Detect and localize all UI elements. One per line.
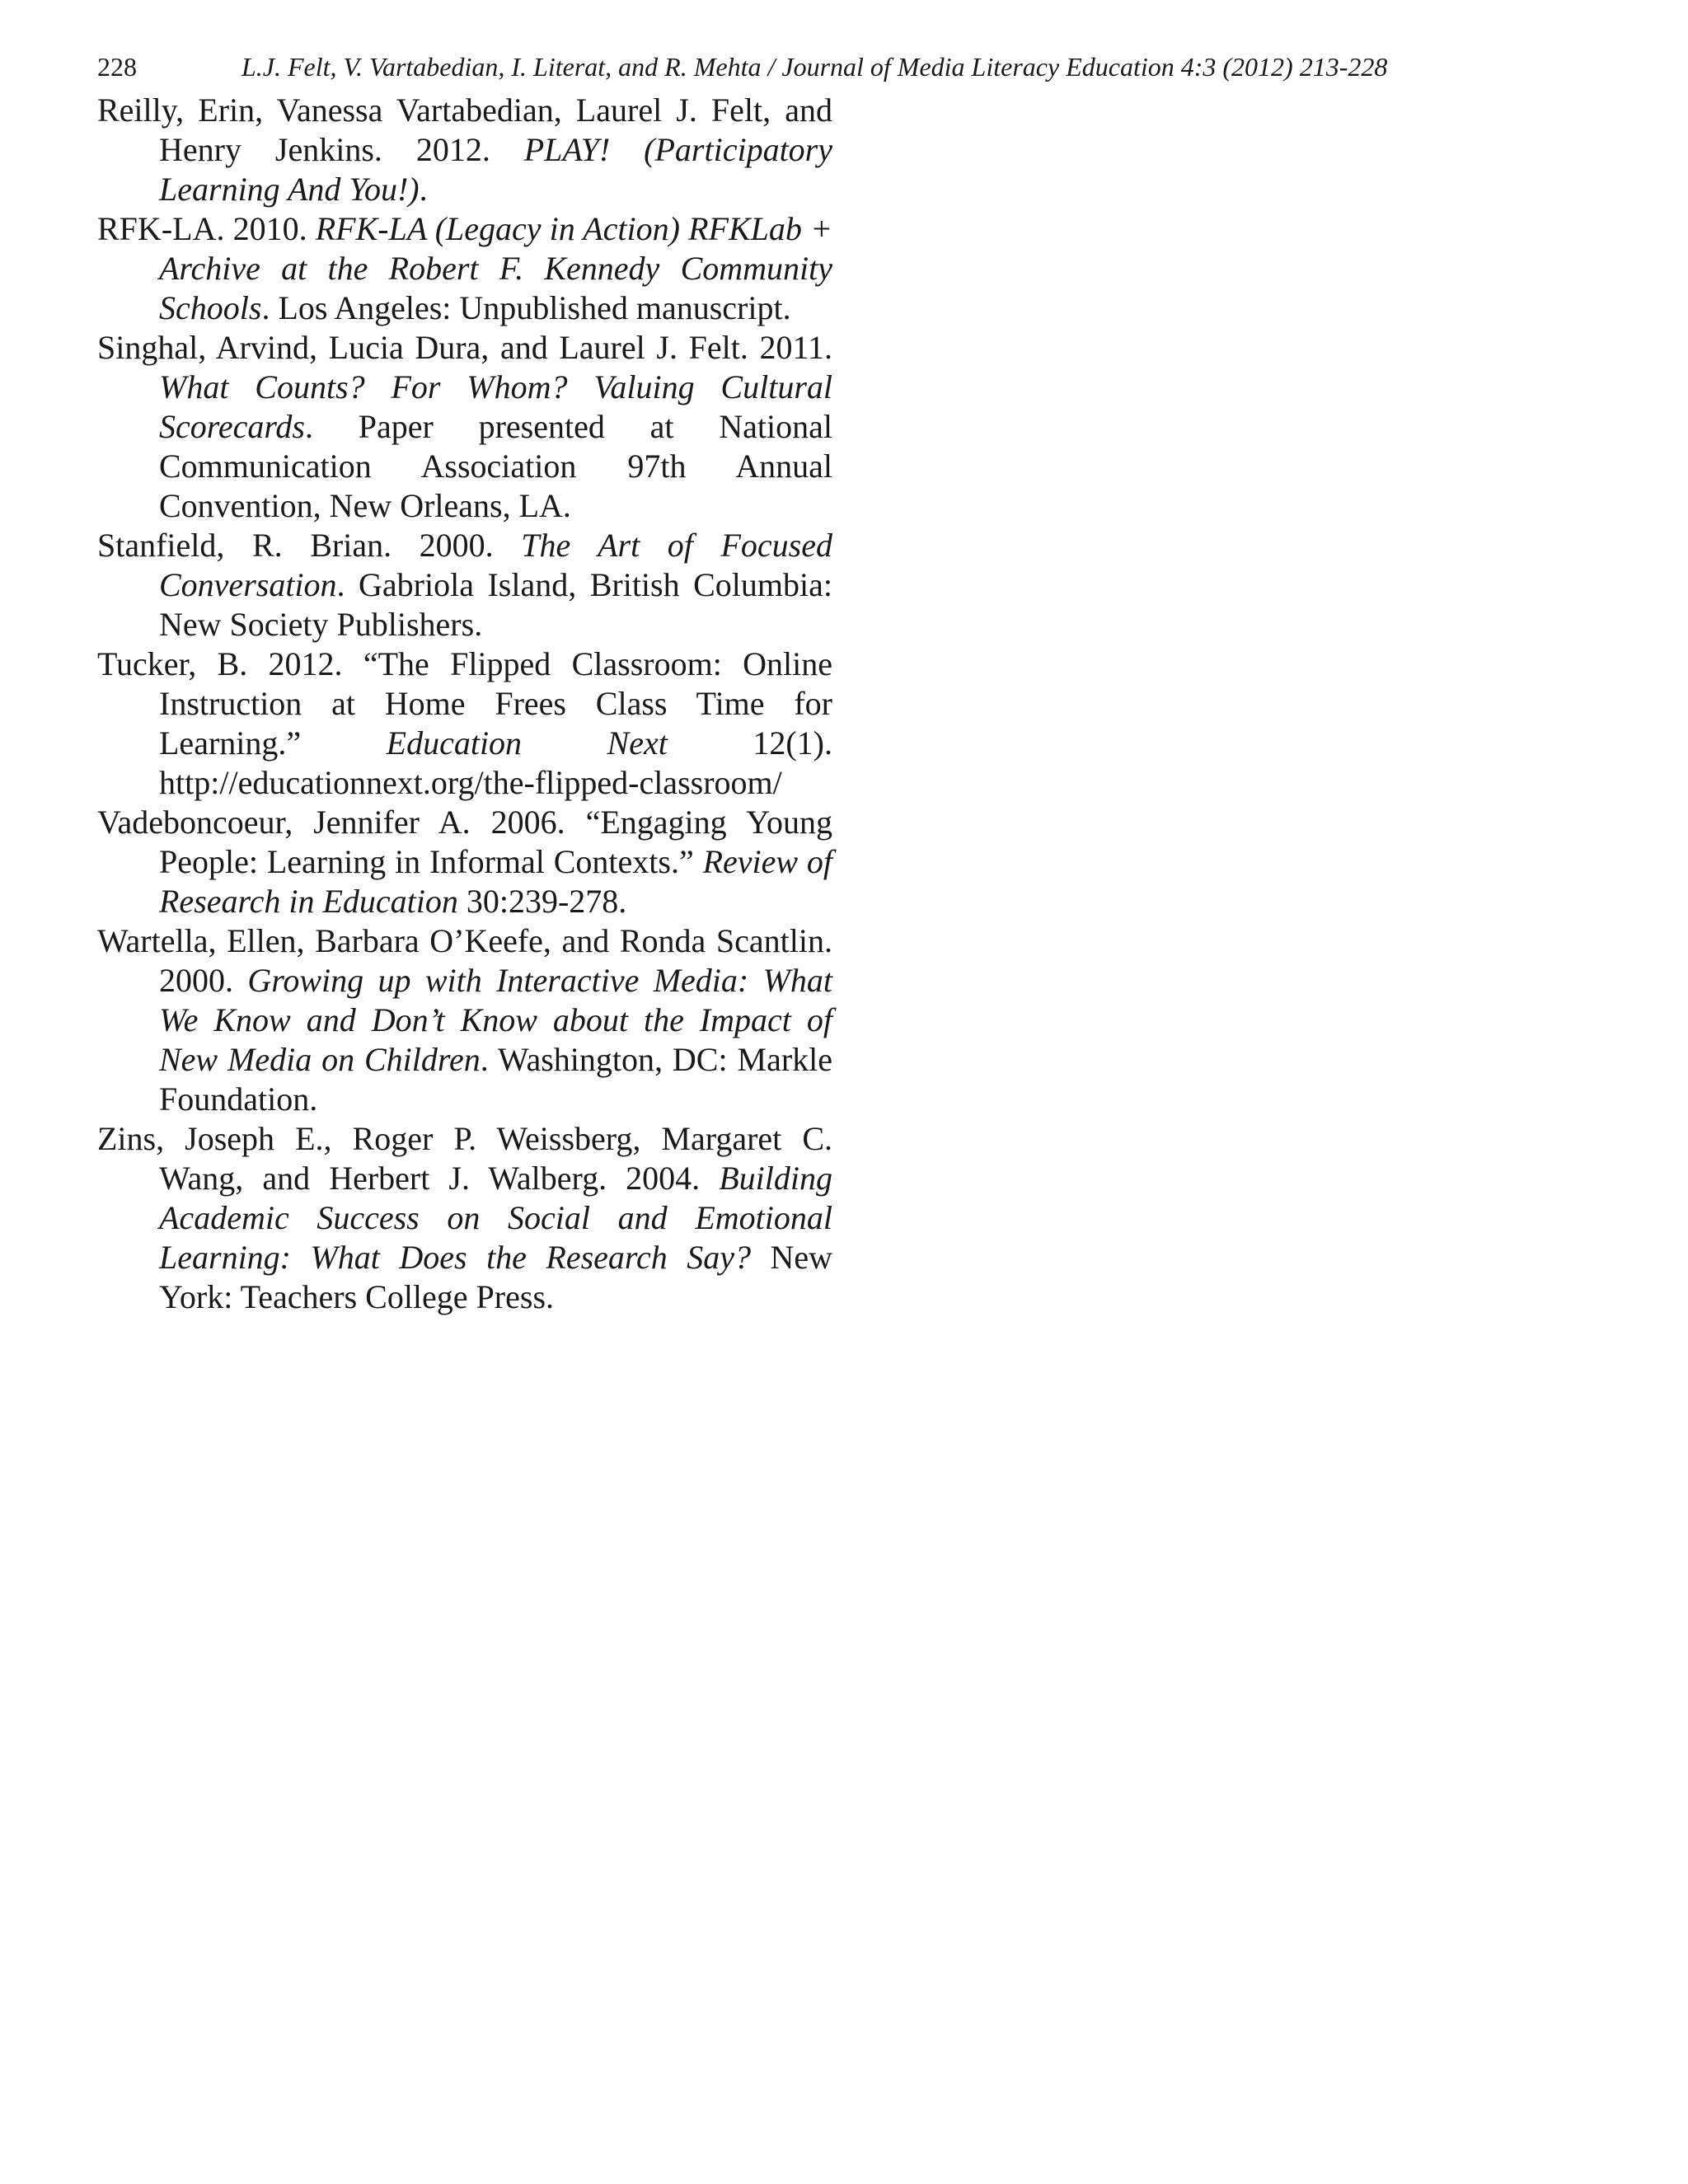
- reference-authors: Reilly, Erin, Vanessa Vartabedian, Laurel J. Felt, and Henry Jenkins. 2012.: [97, 91, 832, 168]
- reference-entry: [97, 526, 832, 644]
- reference-details: . Paper presented at National Communication Association 97th Annual Convention, New Orleans, LA.: [159, 408, 832, 524]
- reference-authors: Zins, Joseph E., Roger P. Weissberg, Margaret C. Wang, and Herbert J. Walberg. 2004.: [97, 1120, 832, 1197]
- reference-details: . Los Angeles: Unpublished manuscript.: [261, 289, 791, 326]
- reference-list: [97, 91, 832, 1317]
- reference-title: Review of Research in Education: [159, 843, 832, 920]
- reference-authors: RFK-LA. 2010.: [97, 210, 316, 247]
- reference-details: . Gabriola Island, British Columbia: New Society Publishers.: [159, 566, 832, 643]
- reference-entry: [97, 803, 832, 921]
- reference-entry: [97, 644, 832, 803]
- page-header: [97, 46, 1449, 87]
- reference-details: 30:239-278.: [457, 883, 627, 920]
- reference-entry: [97, 921, 832, 1119]
- running-head: L.J. Felt, V. Vartabedian, I. Literat, and R. Mehta / Journal of Media Literacy Education 4:3 (2012) 213-228: [241, 52, 1388, 82]
- reference-title: What Counts? For Whom? Valuing Cultural Scorecards: [159, 368, 832, 445]
- reference-authors: Tucker, B. 2012. “The Flipped Classroom: Online Instruction at Home Frees Class Time for Learning.”: [97, 645, 832, 762]
- reference-details: .: [419, 171, 428, 208]
- reference-title: The Art of Focused Conversation: [159, 527, 832, 603]
- page-number: 228: [97, 52, 137, 82]
- reference-authors: Vadeboncoeur, Jennifer A. 2006. “Engaging Young People: Learning in Informal Contexts.”: [97, 804, 832, 880]
- reference-details: New York: Teachers College Press.: [159, 1239, 833, 1315]
- reference-title: PLAY! (Participatory Learning And You!): [159, 131, 832, 208]
- reference-details: . Washington, DC: Markle Foundation.: [159, 1041, 833, 1118]
- reference-entry: [97, 328, 832, 526]
- reference-details: 12(1). http://educationnext.org/the-flipped-classroom/: [159, 724, 832, 801]
- reference-title: RFK-LA (Legacy in Action) RFKLab + Archive at the Robert F. Kennedy Community Schools: [159, 210, 832, 326]
- reference-authors: Wartella, Ellen, Barbara O’Keefe, and Ronda Scantlin. 2000.: [97, 922, 832, 999]
- reference-title: Education Next: [386, 724, 668, 762]
- reference-title: Growing up with Interactive Media: What We Know and Don’t Know about the Impact of New Media on Children: [159, 962, 832, 1078]
- reference-entry: [97, 91, 832, 209]
- reference-authors: Stanfield, R. Brian. 2000.: [97, 527, 522, 564]
- reference-entry: [97, 1119, 832, 1317]
- reference-entry: [97, 209, 832, 328]
- reference-title: Building Academic Success on Social and Emotional Learning: What Does the Research Say?: [159, 1160, 832, 1276]
- reference-authors: Singhal, Arvind, Lucia Dura, and Laurel J. Felt. 2011.: [97, 329, 832, 366]
